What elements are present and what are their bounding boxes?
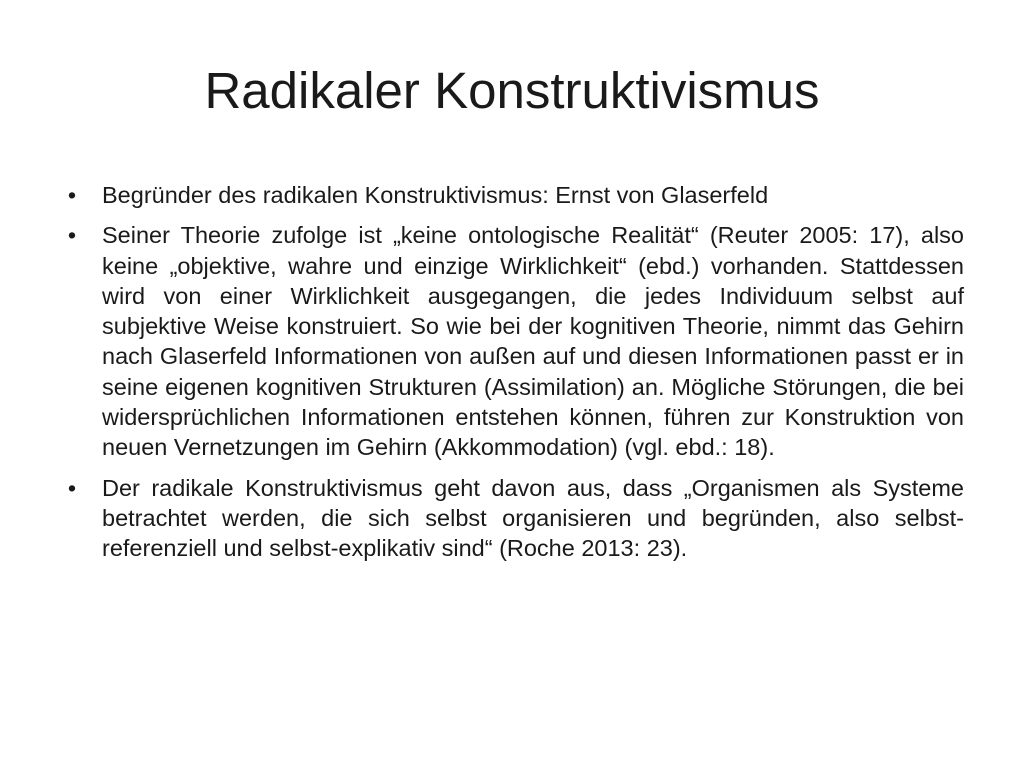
bullet-text: Begründer des radikalen Konstruktivismus: Ernst von Glaserfeld <box>102 182 769 208</box>
bullet-dot-icon: • <box>67 222 77 249</box>
bullet-list <box>67 180 964 574</box>
slide-title: Radikaler Konstruktivismus <box>204 62 820 119</box>
bullet-dot-icon: • <box>67 474 77 501</box>
bullet-item <box>67 220 964 462</box>
bullet-item <box>67 180 964 210</box>
bullet-text: Der radikale Konstruktivismus geht davon aus, dass „Organismen als Systeme betrachtet werden, die sich selbst organisieren und begründen, also selbst-referenziell und selbst-explikativ sind“ (Roche 2013: 23). <box>102 474 964 562</box>
bullet-item <box>67 473 964 564</box>
bullet-dot-icon: • <box>67 182 77 208</box>
bullet-text: Seiner Theorie zufolge ist „keine ontologische Realität“ (Reuter 2005: 17), also keine „objektive, wahre und einzige Wirklichkeit“ (ebd.) vorhanden. Stattdessen wird von einer Wirklichkeit ausgegangen, die jedes Individuum selbst auf subjektive Weise konstruiert. So wie bei der kognitiven Theorie, nimmt das Gehirn nach Glaserfeld Informationen von außen auf und diesen Informationen passt er in seine eigenen kognitiven Strukturen (Assimilation) an. Mögliche Störungen, die bei widersprüchlichen Informationen entstehen können, führen zur Konstruktion von neuen Vernetzungen im Gehirn (Akkommodation) (vgl. ebd.: 18). <box>102 222 964 461</box>
